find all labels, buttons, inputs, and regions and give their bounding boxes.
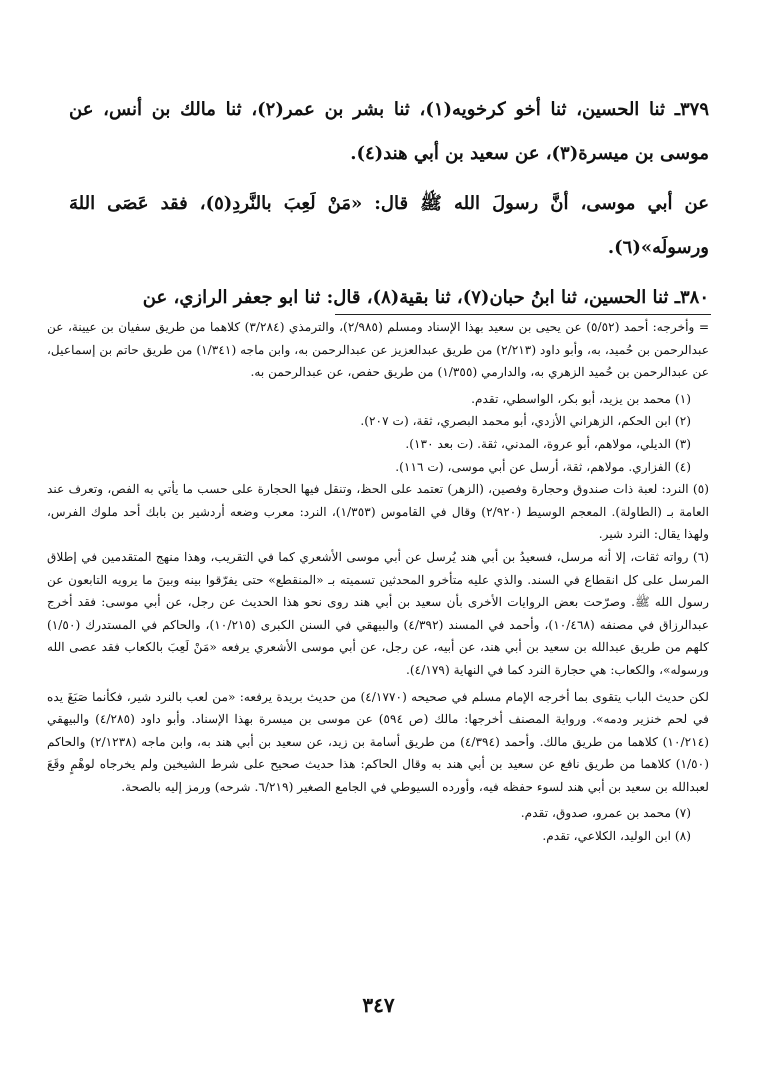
footnote-continuation-text: وأخرجه: أحمد (٥/٥٢) عن يحيى بن سعيد بهذا الإسناد ومسلم (٢/٩٨٥)، والترمذي (٣/٢٨٤) كلاهما من طريق سفيان بن عيينة، عن عبدالرحمن بن حُميد، به، وأبو داود (٢/٢١٣) من طريق عبدالعزيز عن عبدالرحمن به، وابن ماجه (١/٣٤١) من طريق حاتم بن إسماعيل، عن عبدالرحمن بن حُميد الزهري به، والدارمي (١/٣٥٥) من طريق حفص، عن عبدالرحمن به.	[47, 320, 709, 380]
hadith-379-text: عن أبي موسى، أنَّ رسولَ الله ﷺ قال: «مَنْ لَعِبَ بالنَّردِ(٥)، فقد عَصَى اللهَ ورسولَه»(٦).	[69, 193, 709, 258]
footnote-6: (٦) رواته ثقات، إلا أنه مرسل، فسعيدُ بن أبي هند يُرسل عن أبي موسى الأشعري كما في التقريب، وهذا منهج المتقدمين في إطلاق المرسل على كل انقطاع في السند. والذي عليه متأخرو المحدثين تسميته بـ «المنقطع» حتى يفرّقوا بينه وبينَ ما يرويه التابعون عن رسول الله ﷺ. وصرّحت بعض الروايات الأخرى بأن سعيد بن أبي هند روى نحو هذا الحديث عن رجل، عن أبي موسى: فقد أخرج عبدالرزاق في مصنفه (١٠/٤٦٨)، وأحمد في المسند (٤/٣٩٢) والبيهقي في السنن الكبرى (١٠/٢١٥)، والحاكم في المستدرك (١/٥٠) كلهم من طريق عبدالله بن سعيد بن أبي هند، عن أبيه، عن رجل، عن أبي موسى الأشعري يرفعه «مَنْ لَعِبَ بالكعاب فقد عصى الله ورسوله»، والكعاب: هي حجارة النرد كما في النهاية (٤/١٧٩).	[47, 549, 710, 677]
footnote-4: (٤) الفزاري. مولاهم، ثقة، أرسل عن أبي موسى، (ت ١١٦).	[395, 459, 691, 474]
footnote-8: (٨) ابن الوليد، الكلاعي، تقدم.	[542, 829, 691, 844]
footnote-5: (٥) النرد: لعبة ذات صندوق وحجارة وفصين، (الزهر) تعتمد على الحظ، وتنقل فيها الحجارة على حسب ما يأتي به الفص، وتعرف عند العامة بـ (الطاولة). المعجم الوسيط (٢/٩٢٠) وقال في القاموس (١/٣٥٣)، النرد: معرب وضعه أردشير بن بابك أحد ملوك الفرس، ولهذا يقال: النرد شير.	[47, 482, 709, 542]
footnote-divider	[335, 314, 711, 315]
footnote-1: (١) محمد بن يزيد، أبو بكر، الواسطي، تقدم.	[471, 391, 691, 406]
footnote-3: (٣) الديلي، مولاهم، أبو عروة، المدني، ثقة. (ت بعد ١٣٠).	[405, 436, 691, 451]
page-number: ٣٤٧	[362, 993, 395, 1017]
footnote-7: (٧) محمد بن عمرو، صدوق، تقدم.	[520, 806, 691, 821]
hadith-379-chain: ٣٧٩ـ ثنا الحسين، ثنا أخو كرخويه(١)، ثنا بشر بن عمر(٢)، ثنا مالك بن أنس، عن موسى بن ميسرة(٣)، عن سعيد بن أبي هند(٤).	[69, 99, 710, 164]
main-hadith-text	[69, 88, 709, 320]
footnote-6-continued: لكن حديث الباب يتقوى بما أخرجه الإمام مسلم في صحيحه (٤/١٧٧٠) من حديث بريدة يرفعه: «من لعب بالنرد شير، فكأنما صَبَغَ يده في لحم خنزير ودمه». ورواية المصنف أخرجها: مالك (ص ٥٩٤) عن موسى بن ميسرة بهذا الإسناد. وأبو داود (٤/٢٨٥) والبيهقي (١٠/٢١٤) كلاهما من طريق مالك. وأحمد (٤/٣٩٤) من طريق أسامة بن زيد، عن سعيد بن أبي هند به، وابن ماجه (٢/١٢٣٨) والحاكم (١/٥٠) كلاهما من طريق نافع عن سعيد بن أبي هند به وقال الحاكم: هذا حديث صحيح على شرط الشيخين ولم يخرجاه لوهْمٍ وقَعَ لعبدالله بن سعيد بن أبي هند لسوء حفظه فيه، وأورده السيوطي في الجامع الصغير (٦/٢١٩. شرحه) ورمز إليه بالصحة.	[47, 689, 710, 794]
continuation-marker: =	[698, 320, 710, 334]
footnote-continuation	[47, 316, 709, 384]
hadith-380-chain: ٣٨٠ـ ثنا الحسين، ثنا ابنُ حبان(٧)، ثنا بقية(٨)، قال: ثنا ابو جعفر الرازي، عن	[142, 287, 709, 308]
footnote-2: (٢) ابن الحكم، الزهراني الأزدي، أبو محمد البصري، ثقة، (ت ٢٠٧).	[360, 414, 691, 429]
footnotes	[47, 316, 709, 848]
